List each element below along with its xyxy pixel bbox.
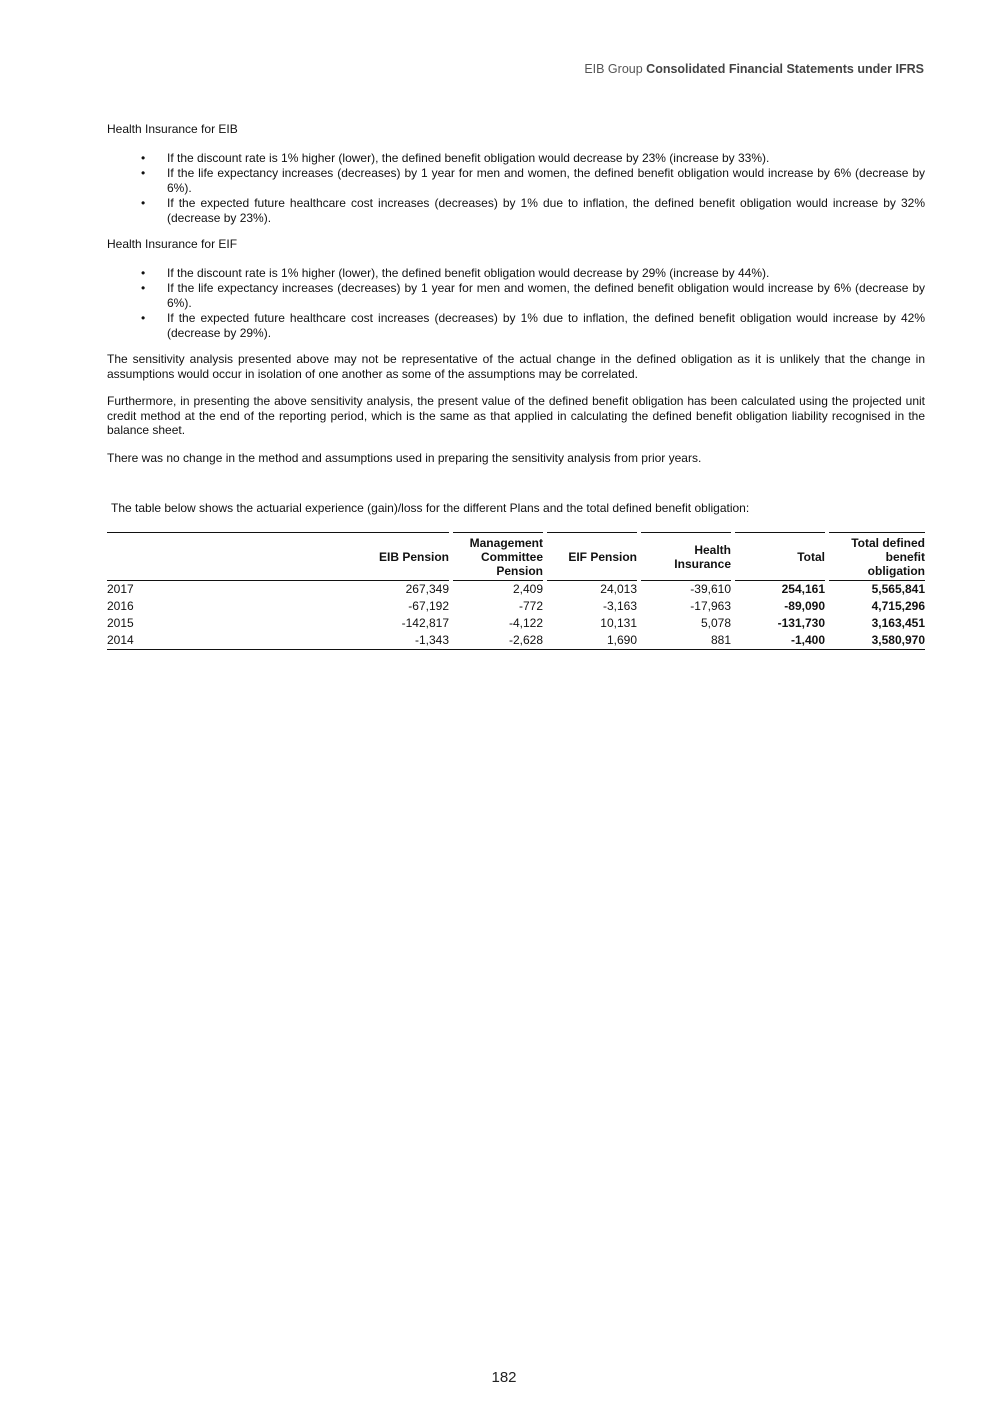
cell-eif-pension: 10,131 [600, 615, 637, 630]
bullet-icon: • [141, 281, 146, 295]
cell-eif-pension: 24,013 [600, 581, 637, 596]
bullet-icon: • [141, 265, 146, 280]
section-title: Health Insurance for EIF [107, 237, 238, 251]
document-body [107, 122, 925, 650]
paragraph: There was no change in the method and assumptions used in preparing the sensitivity analysis from prior years. [107, 450, 702, 465]
bullet-item [107, 281, 925, 310]
section-health-insurance-eif [107, 237, 925, 340]
header-health-insurance: Health Insurance [641, 532, 731, 580]
bullet-item [107, 311, 925, 340]
header-prefix: EIB Group [584, 62, 643, 76]
cell-eib-pension: -67,192 [408, 598, 449, 613]
cell-eib-pension: 267,349 [405, 581, 449, 596]
header-eib-pension: EIB Pension [355, 532, 449, 580]
table-intro: The table below shows the actuarial experience (gain)/loss for the different Plans and the total defined benefit obligation: [111, 501, 750, 515]
bullet-item [107, 266, 925, 281]
bullet-icon: • [141, 150, 146, 165]
table-row [107, 632, 925, 650]
header-total: Total [735, 532, 825, 580]
cell-total-dbo: 3,163,451 [871, 615, 925, 630]
table-header-row [107, 532, 925, 580]
bullet-list [107, 266, 925, 341]
table-row [107, 598, 925, 615]
cell-eib-pension: -1,343 [355, 632, 449, 650]
paragraph: The sensitivity analysis presented above may not be representative of the actual change in the defined obligation as it is unlikely that the change in assumptions would occur in isolation of one another as some of the assumptions may be correlated. [107, 352, 925, 381]
cell-management-pension: 2,409 [512, 581, 543, 596]
bullet-text: If the discount rate is 1% higher (lower), the defined benefit obligation would decrease by 29% (increase by 44%). [167, 265, 770, 280]
cell-health-insurance: -39,610 [690, 581, 731, 596]
page-header [584, 62, 924, 76]
cell-health-insurance: 881 [641, 632, 731, 650]
table-row [107, 580, 925, 598]
header-blank [107, 532, 355, 580]
cell-total-dbo: 4,715,296 [871, 598, 925, 613]
bullet-item [107, 166, 925, 195]
cell-management-pension: -4,122 [508, 615, 543, 630]
header-total-defined-benefit-obligation: Total defined benefit obligation [829, 532, 925, 580]
bullet-text: If the life expectancy increases (decreases) by 1 year for men and women, the defined benefit obligation would increase by 6% (decrease by 6%). [167, 281, 925, 310]
bullet-item [107, 196, 925, 225]
bullet-icon: • [141, 311, 146, 325]
bullet-text: If the expected future healthcare cost increases (decreases) by 1% due to inflation, the defined benefit obligation would increase by 42% (decrease by 29%). [167, 311, 925, 340]
cell-total: -1,400 [735, 632, 825, 650]
cell-eif-pension: 1,690 [547, 632, 637, 650]
cell-health-insurance: -17,963 [690, 598, 731, 613]
cell-total: 254,161 [781, 581, 825, 596]
cell-year: 2016 [107, 598, 134, 613]
cell-total: -131,730 [777, 615, 825, 630]
cell-total-dbo: 5,565,841 [871, 581, 925, 596]
cell-management-pension: -772 [518, 598, 543, 613]
bullet-item [107, 151, 925, 166]
cell-eif-pension: -3,163 [602, 598, 637, 613]
header-management-committee-pension: Management Committee Pension [453, 532, 543, 580]
cell-total: -89,090 [784, 598, 825, 613]
table-row [107, 615, 925, 632]
cell-year: 2014 [107, 632, 355, 650]
header-eif-pension: EIF Pension [547, 532, 637, 580]
section-health-insurance-eib [107, 122, 925, 225]
cell-management-pension: -2,628 [453, 632, 543, 650]
actuarial-experience-table [107, 532, 925, 650]
bullet-text: If the expected future healthcare cost increases (decreases) by 1% due to inflation, the defined benefit obligation would increase by 32% (decrease by 23%). [167, 196, 925, 225]
cell-year: 2015 [107, 615, 134, 630]
header-title: Consolidated Financial Statements under IFRS [646, 62, 924, 76]
bullet-text: If the life expectancy increases (decreases) by 1 year for men and women, the defined benefit obligation would increase by 6% (decrease by 6%). [167, 166, 925, 195]
cell-health-insurance: 5,078 [700, 615, 731, 630]
bullet-icon: • [141, 196, 146, 210]
page-number: 182 [491, 1369, 517, 1386]
cell-total-dbo: 3,580,970 [829, 632, 925, 650]
bullet-text: If the discount rate is 1% higher (lower), the defined benefit obligation would decrease by 23% (increase by 33%). [167, 150, 770, 165]
cell-eib-pension: -142,817 [401, 615, 449, 630]
bullet-icon: • [141, 166, 146, 180]
paragraph: Furthermore, in presenting the above sensitivity analysis, the present value of the defined benefit obligation has been calculated using the projected unit credit method at the end of the reporting period, which is the same as that applied in calculating the defined benefit obligation liability recognised in the balance sheet. [107, 394, 925, 437]
cell-year: 2017 [107, 581, 134, 596]
bullet-list [107, 151, 925, 226]
section-title: Health Insurance for EIB [107, 122, 238, 136]
